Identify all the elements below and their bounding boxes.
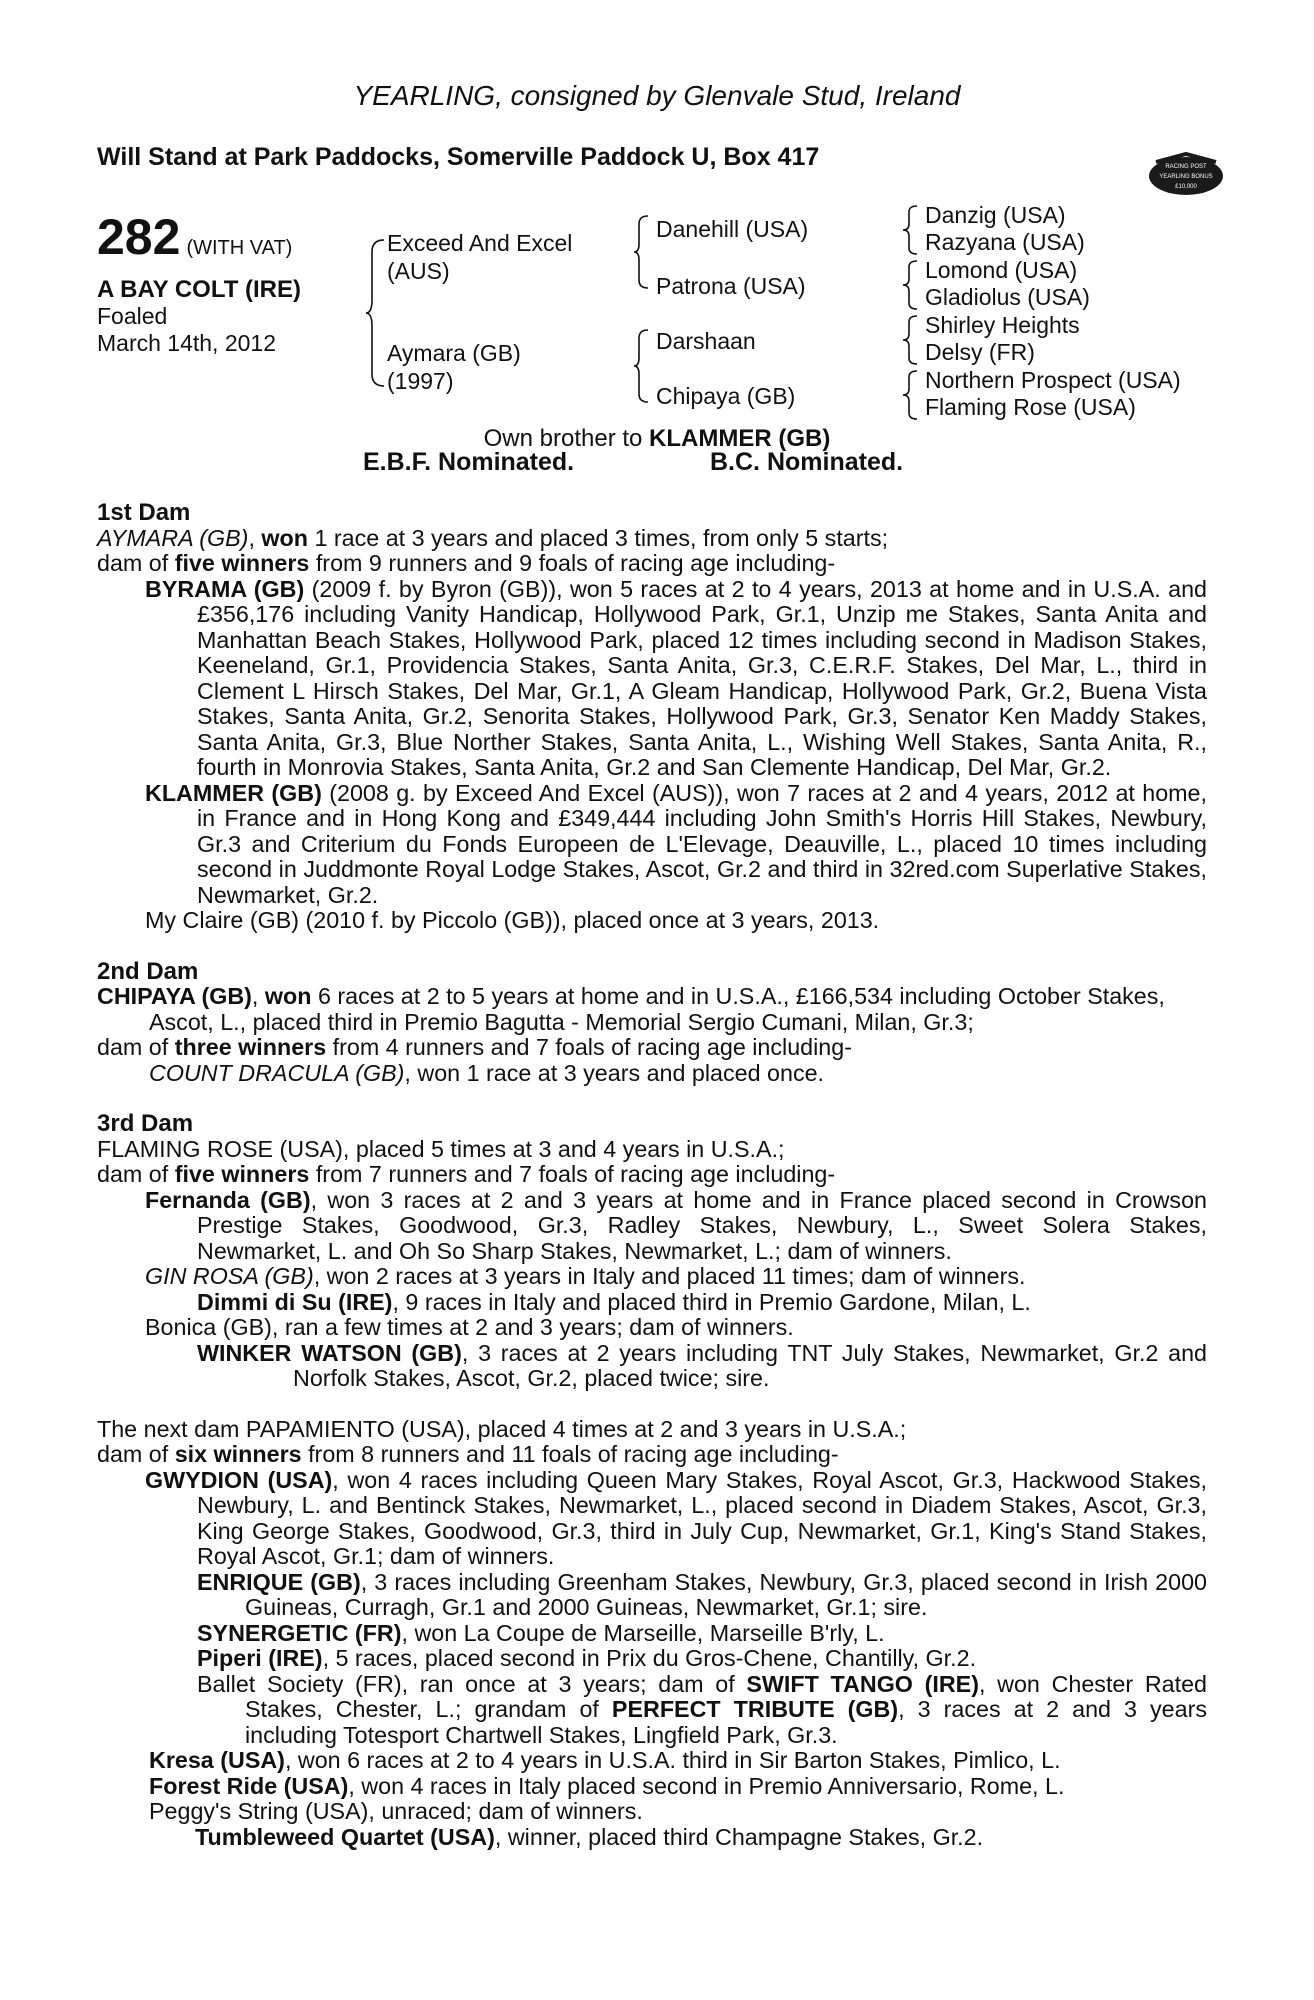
pedigree-brace-5 [903,259,919,311]
pedigree-brace-7 [903,369,919,421]
swift-tango-text: , won Chester Rated Stakes, Chester, L.; grandam of [245,1670,1208,1722]
dam-sire: Darshaan [656,328,756,354]
runners-text: from 7 runners and 7 foals of racing age including- [309,1161,836,1187]
third-dam-produce [97,1162,1207,1188]
forest-ride-name: Forest Ride (USA) [149,1772,349,1799]
ebf-nominated: E.B.F. Nominated. [363,448,575,476]
gwydion-name: GWYDION (USA) [145,1466,333,1493]
byrama-entry [97,577,1207,781]
lot-heading [97,208,292,266]
spacer [97,1392,1207,1417]
winners-count: three winners [174,1034,327,1060]
gin-rosa-name: GIN ROSA (GB) [145,1263,314,1289]
grandsire-8: Flaming Rose (USA) [925,394,1136,420]
own-brother-prefix: Own brother to [483,425,650,452]
grandsire-3: Lomond (USA) [925,257,1078,283]
winker-entry [97,1341,1207,1392]
first-dam-produce [97,551,1207,577]
first-dam-name: AYMARA (GB) [97,524,249,551]
sire-dam: Patrona (USA) [656,273,806,299]
sire-sire: Danehill (USA) [656,216,809,242]
forest-ride-text: , won 4 races in Italy placed second in Premio Anniversario, Rome, L. [348,1772,1065,1799]
foaled-date: March 14th, 2012 [97,330,277,356]
byrama-text: (2009 f. by Byron (GB)), won 5 races at 2 to 4 years, 2013 at home and in U.S.A. and £356,176 including Vanity Handicap, Hollywood Park, Gr.1, Unzip me Stakes, Santa Anita and Manhattan Beach Stakes, Hollywood Park, placed 12 times including second in Madison Stakes, Keeneland, Gr.1, Providencia Stakes, Santa Anita, Gr.3, C.E.R.F. Stakes, Del Mar, L., third in Clement L Hirsch Stakes, Del Mar, Gr.1, A Gleam Handicap, Hollywood Park, Gr.2, Buena Vista Stakes, Santa Anita, Gr.2, Senorita Stakes, Hollywood Park, Gr.3, Senator Ken Maddy Stakes, Santa Anita, Gr.3, Blue Norther Stakes, Santa Anita, L., Wishing Well Stakes, Santa Anita, R., fourth in Monrovia Stakes, Santa Anita, Gr.2 and San Clemente Handicap, Del Mar, Gr.2. [197,575,1208,780]
second-dam-name: CHIPAYA (GB) [97,983,252,1009]
winker-text: , 3 races at 2 years including TNT July Stakes, Newmarket, Gr.2 and Norfolk Stakes, Ascot, Gr.2, placed twice; sire. [293,1339,1207,1391]
peggys-string-entry: Peggy's String (USA), unraced; dam of winners. [149,1798,643,1824]
lot-title: A BAY COLT (IRE) [97,276,302,303]
synergetic-entry [97,1621,1207,1647]
ballet-society-text: Ballet Society (FR), ran once at 3 years; dam of [197,1670,747,1697]
grandsire-6: Delsy (FR) [925,339,1035,365]
piperi-text: , 5 races, placed second in Prix du Gros-Chene, Chantilly, Gr.2. [322,1645,977,1671]
klammer-entry [97,781,1207,909]
pedigree-notes [97,500,1207,1850]
badge-amount-text: £10,000 [1175,184,1197,190]
piperi-name: Piperi (IRE) [197,1645,323,1671]
spacer [97,934,1207,959]
grandsire-5: Shirley Heights [925,312,1080,338]
won-label: won [264,983,312,1009]
gwydion-text: , won 4 races including Queen Mary Stakes, Royal Ascot, Gr.3, Hackwood Stakes, Newbury, L. and Bentinck Stakes, Newmarket, L., placed second in Diadem Stakes, Ascot, Gr.3, King George Stakes, Goodwood, Gr.3, third in July Cup, Newmarket, Gr.1, King's Stand Stakes, Royal Ascot, Gr.1; dam of winners. [197,1466,1207,1569]
own-brother-line [0,425,1314,453]
dam-of: dam of [97,1034,175,1060]
sire-name: Exceed And Excel [387,230,573,256]
fernanda-name: Fernanda (GB) [145,1186,311,1213]
badge-mid-text: YEARLING BONUS [1159,174,1213,180]
second-dam-produce [97,1035,1207,1061]
enrique-name: ENRIQUE (GB) [197,1568,361,1595]
dam-name: Aymara (GB) [387,340,521,366]
lot-number: 282 [97,209,181,265]
count-dracula-entry [97,1061,1207,1087]
grandsire-7: Northern Prospect (USA) [925,367,1181,393]
third-dam-line: FLAMING ROSE (USA), placed 5 times at 3 and 4 years in U.S.A.; [97,1135,785,1162]
dimmi-text: , 9 races in Italy and placed third in Premio Gardone, Milan, L. [392,1288,1031,1315]
synergetic-name: SYNERGETIC (FR) [197,1619,402,1646]
own-brother-name: KLAMMER (GB) [649,425,831,452]
bc-nominated: B.C. Nominated. [710,448,904,476]
winker-name: WINKER WATSON (GB) [197,1339,462,1366]
winners-count: five winners [174,1161,310,1187]
foaled-label: Foaled [97,303,168,329]
swift-tango-name: SWIFT TANGO (IRE) [746,1670,979,1697]
kresa-text: , won 6 races at 2 to 4 years in U.S.A. third in Sir Barton Stakes, Pimlico, L. [284,1747,1061,1773]
winners-count: six winners [174,1441,302,1467]
second-dam-record: 6 races at 2 to 5 years at home and in U.S.A., £166,534 including October Stakes, Ascot, L., placed third in Premio Bagutta - Memorial Sergio Cumani, Milan, Gr.3; [149,983,1165,1035]
tumbleweed-entry [97,1825,1207,1851]
dam-of: dam of [97,1161,175,1187]
klammer-text: (2008 g. by Exceed And Excel (AUS)), won 7 races at 2 and 4 years, 2012 at home, in France and in Hong Kong and £349,444 including John Smith's Horris Hill Stakes, Newbury, Gr.3 and Criterium du Fonds Europeen de L'Elevage, Deauville, L., placed 10 times including second in Juddmonte Royal Lodge Stakes, Ascot, Gr.2 and third in 32red.com Superlative Stakes, Newmarket, Gr.2. [197,779,1207,908]
pedigree-brace-6 [903,314,919,366]
won-label: won [261,524,308,551]
enrique-text: , 3 races including Greenham Stakes, Newbury, Gr.3, placed second in Irish 2000 Guineas, Curragh, Gr.1 and 2000 Guineas, Newmarket, Gr.1; sire. [245,1568,1207,1620]
next-dam-produce [97,1442,1207,1468]
fernanda-text: , won 3 races at 2 and 3 years at home and in France placed second in Crowson Prestige Stakes, Goodwood, Gr.3, Radley Stakes, Newbury, L., Sweet Solera Stakes, Newmarket, L. and Oh So Sharp Stakes, Newmarket, L.; dam of winners. [197,1186,1207,1264]
dimmi-name: Dimmi di Su (IRE) [197,1288,393,1315]
winners-count: five winners [174,550,310,576]
comma: , [248,524,262,551]
pedigree-brace-1 [366,238,386,388]
dam-year: (1997) [387,368,454,394]
runners-text: from 8 runners and 11 foals of racing age including- [301,1441,839,1467]
piperi-entry [97,1646,1207,1672]
runners-text: from 4 runners and 7 foals of racing age including- [326,1034,852,1060]
pedigree-brace-4 [903,204,919,256]
count-dracula-name: COUNT DRACULA (GB) [149,1059,405,1086]
kresa-name: Kresa (USA) [149,1747,285,1773]
dimmi-entry [97,1290,1207,1316]
dam-of: dam of [97,550,175,576]
dam-of: dam of [97,1441,175,1467]
tumbleweed-name: Tumbleweed Quartet (USA) [195,1823,495,1850]
third-dam-heading: 3rd Dam [97,1110,194,1137]
gin-rosa-entry [97,1264,1207,1290]
runners-text: from 9 runners and 9 foals of racing age including- [309,550,836,576]
kresa-entry [97,1748,1207,1774]
tumbleweed-text: , winner, placed third Champagne Stakes, Gr.2. [494,1823,984,1850]
myclaire-entry: My Claire (GB) (2010 f. by Piccolo (GB)), placed once at 3 years, 2013. [145,907,880,933]
sire-country: (AUS) [387,258,450,284]
comma: , [251,983,265,1009]
next-dam-line: The next dam PAPAMIENTO (USA), placed 4 times at 2 and 3 years in U.S.A.; [97,1415,907,1442]
bonica-entry: Bonica (GB), ran a few times at 2 and 3 years; dam of winners. [145,1314,794,1340]
dam-dam: Chipaya (GB) [656,383,796,409]
perfect-tribute-name: PERFECT TRIBUTE (GB) [611,1696,899,1722]
grandsire-1: Danzig (USA) [925,202,1066,228]
pedigree-brace-2 [634,214,650,290]
first-dam-heading: 1st Dam [97,499,191,526]
grandsire-4: Gladiolus (USA) [925,284,1090,310]
enrique-entry [97,1570,1207,1621]
ballet-society-entry [97,1672,1207,1749]
synergetic-text: , won La Coupe de Marseille, Marseille B'rly, L. [401,1619,885,1646]
first-dam-line [97,526,1207,552]
badge-top-text: RACING POST [1165,164,1207,170]
count-dracula-text: , won 1 race at 3 years and placed once. [404,1059,825,1086]
forest-ride-entry [97,1774,1207,1800]
fernanda-entry [97,1188,1207,1265]
second-dam-line [97,984,1207,1035]
stand-location: Will Stand at Park Paddocks, Somerville Paddock U, Box 417 [97,143,820,171]
second-dam-heading: 2nd Dam [97,957,199,985]
grandsire-2: Razyana (USA) [925,229,1085,255]
byrama-name: BYRAMA (GB) [145,575,305,602]
first-dam-record: 1 race at 3 years and placed 3 times, from only 5 starts; [308,524,889,551]
vat-label: (WITH VAT) [186,237,293,259]
yearling-bonus-badge [1146,150,1226,202]
gin-rosa-text: , won 2 races at 3 years in Italy and placed 11 times; dam of winners. [313,1263,1026,1289]
gwydion-entry [97,1468,1207,1570]
pedigree-brace-3 [634,328,650,404]
perfect-tribute-text: , 3 races at 2 and 3 years including Totesport Chartwell Stakes, Lingfield Park, Gr.3. [245,1696,1207,1748]
klammer-name: KLAMMER (GB) [145,779,322,806]
sale-subtitle: YEARLING, consigned by Glenvale Stud, Ireland [353,80,961,111]
spacer [97,1086,1207,1111]
